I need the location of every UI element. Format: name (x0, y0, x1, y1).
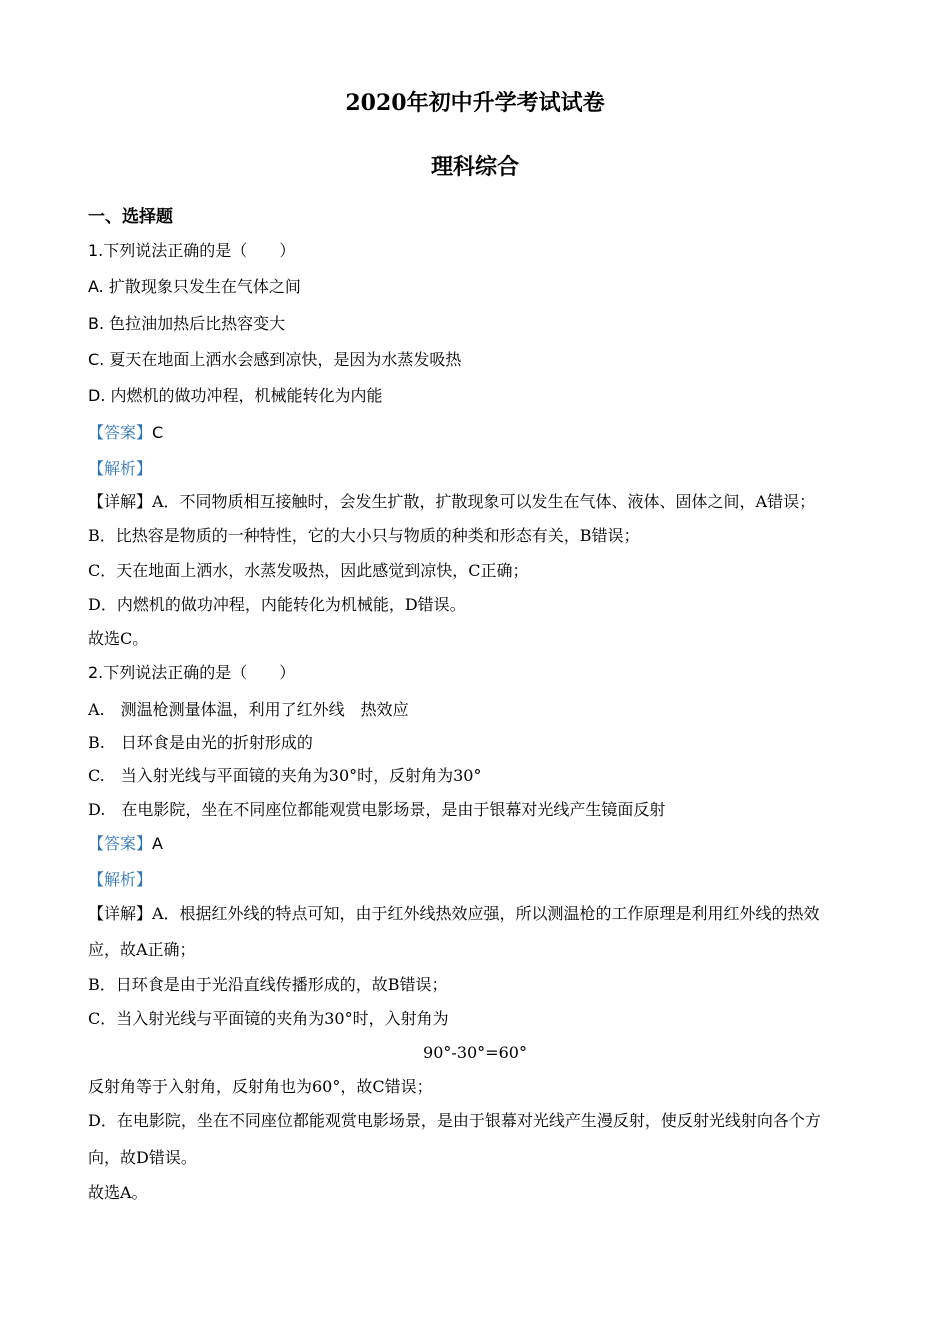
section-heading: 一、选择题 (88, 207, 173, 227)
option-d: D. 在电影院，坐在不同座位都能观赏电影场景，是由于银幕对光线产生镜面反射 (88, 800, 666, 819)
explanation-line: C．当入射光线与平面镜的夹角为30°时，入射角为 (88, 1009, 449, 1028)
option-a: A. 测温枪测量体温，利用了红外线 热效应 (88, 700, 409, 719)
explanation-line: B．比热容是物质的一种特性，它的大小只与物质的种类和形态有关，B错误； (88, 526, 640, 545)
option-d: D. 内燃机的做功冲程，机械能转化为内能 (88, 386, 383, 405)
option-c: C. 当入射光线与平面镜的夹角为30°时，反射角为30° (88, 766, 482, 785)
option-b: B. 日环食是由光的折射形成的 (88, 733, 313, 752)
answer-value: C (152, 423, 164, 442)
answer-tag: 【答案】 (88, 423, 153, 442)
explanation-line: 向，故D错误。 (88, 1148, 197, 1167)
explanation-line: 【详解】A．不同物质相互接触时，会发生扩散，扩散现象可以发生在气体、液体、固体之间，A错误； (88, 492, 816, 511)
formula-line: 90°-30°=60° (423, 1043, 527, 1062)
explanation-line: D．内燃机的做功冲程，内能转化为机械能，D错误。 (88, 595, 466, 614)
question-stem: 1.下列说法正确的是（ ） (88, 241, 296, 260)
explanation-line: D．在电影院，坐在不同座位都能观赏电影场景，是由于银幕对光线产生漫反射，使反射光线射向各个方 (88, 1111, 821, 1130)
document-title: 2020年初中升学考试试卷 (345, 90, 605, 116)
explanation-line: 【详解】A．根据红外线的特点可知，由于红外线热效应强，所以测温枪的工作原理是利用红外线的热效 (88, 904, 820, 923)
option-b: B. 色拉油加热后比热容变大 (88, 314, 286, 333)
question-stem: 2.下列说法正确的是（ ） (88, 663, 296, 682)
explanation-line: 应，故A正确； (88, 940, 196, 959)
option-c: C. 夏天在地面上洒水会感到凉快，是因为水蒸发吸热 (88, 350, 462, 369)
option-a: A. 扩散现象只发生在气体之间 (88, 277, 301, 296)
answer-line (88, 422, 163, 444)
explanation-line: B．日环食是由于光沿直线传播形成的，故B错误； (88, 975, 448, 994)
explanation-line: C．天在地面上洒水，水蒸发吸热，因此感觉到凉快，C正确； (88, 561, 529, 580)
explanation-line: 反射角等于入射角，反射角也为60°，故C错误； (88, 1077, 433, 1096)
subject-title: 理科综合 (430, 154, 519, 180)
explanation-line: 故选A。 (88, 1183, 148, 1202)
answer-tag: 【答案】 (88, 834, 153, 853)
answer-line (88, 833, 163, 855)
analysis-tag: 【解析】 (88, 459, 153, 478)
answer-value: A (152, 834, 163, 853)
explanation-line: 故选C。 (88, 629, 149, 648)
analysis-tag: 【解析】 (88, 870, 153, 889)
